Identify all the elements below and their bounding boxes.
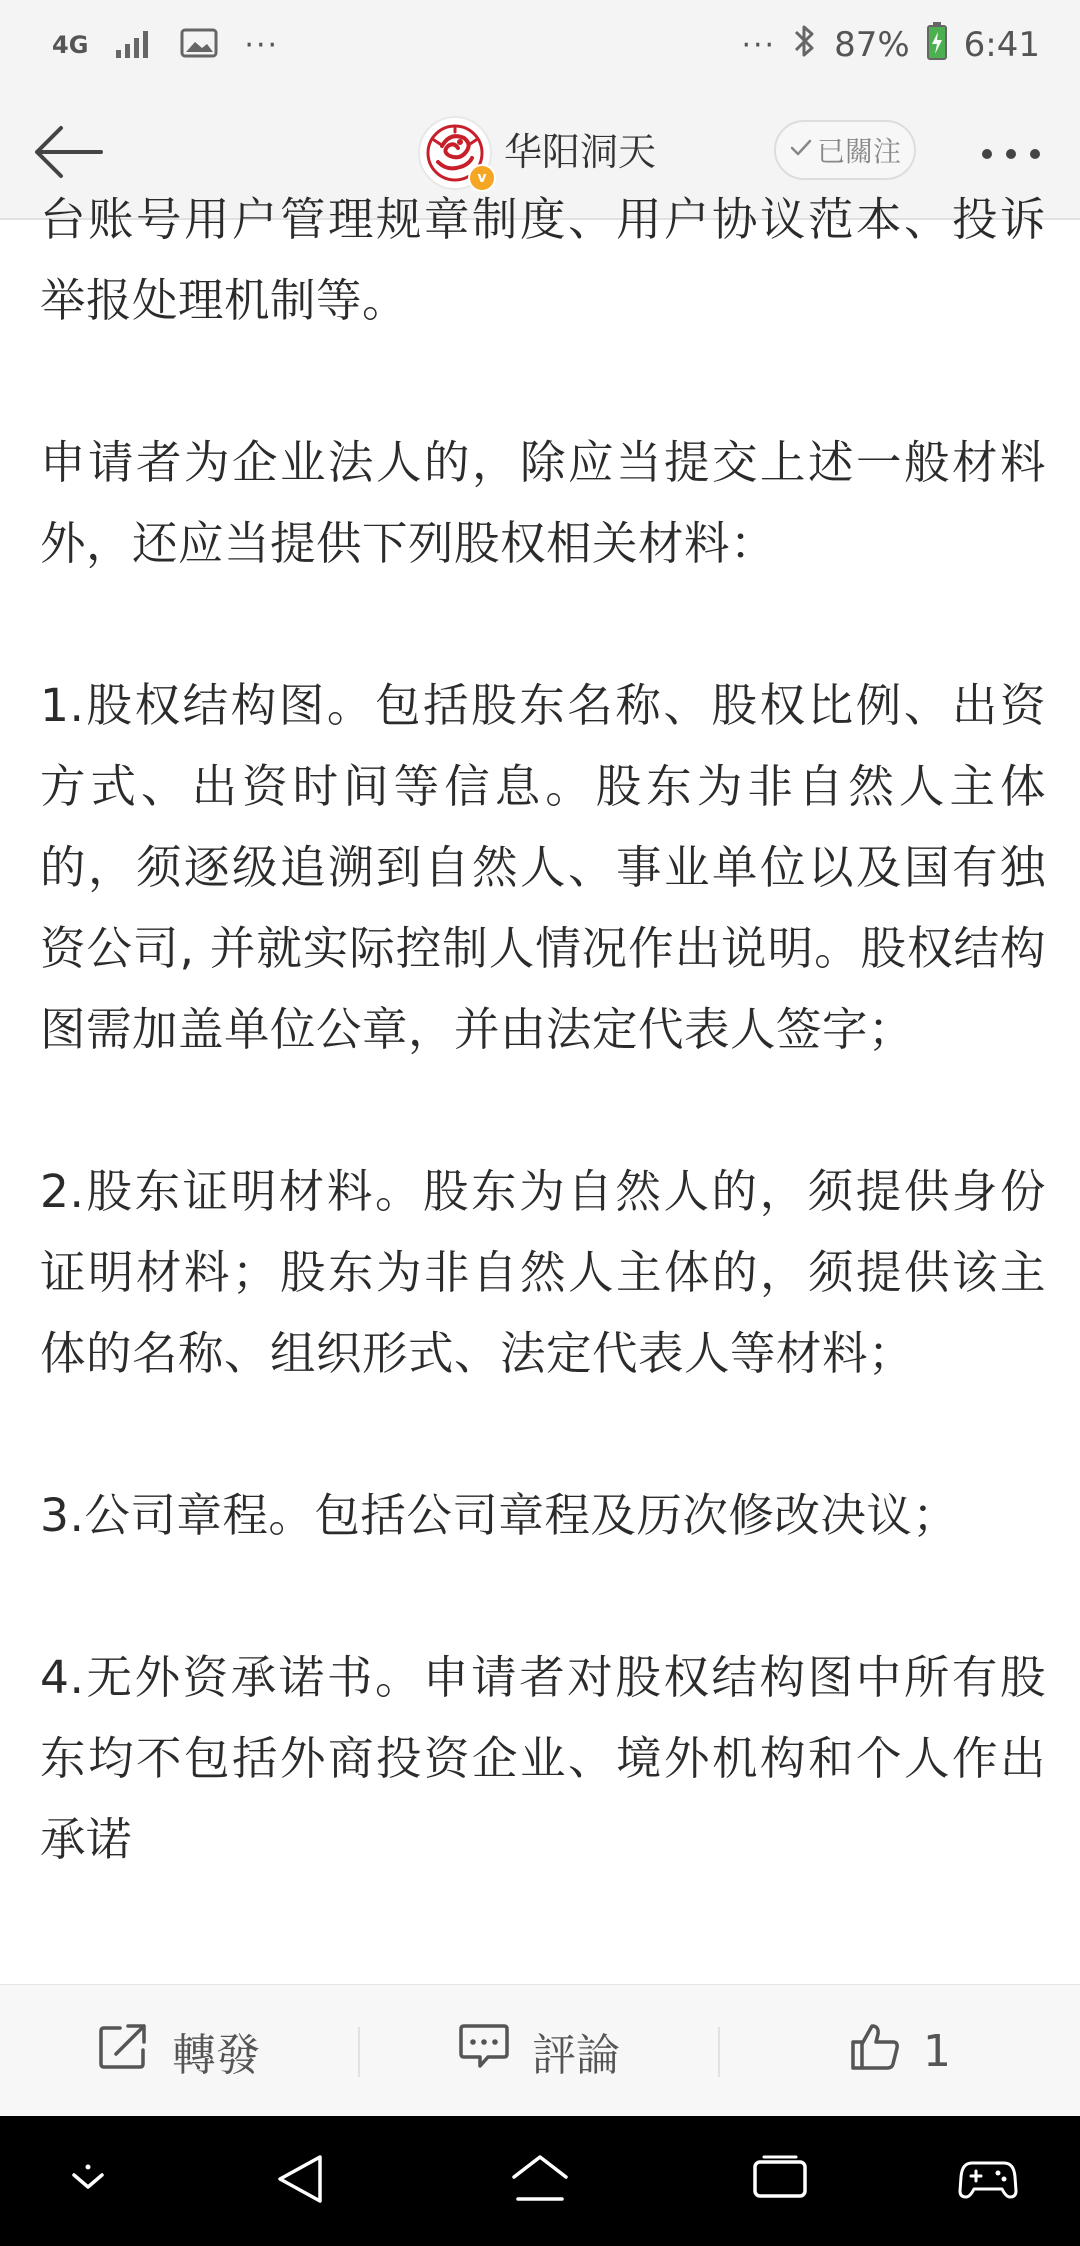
chevron-down-icon <box>66 2159 110 2203</box>
back-arrow-icon <box>31 122 105 186</box>
account-name[interactable]: 华阳洞天 <box>504 130 657 174</box>
like-button[interactable] <box>720 1985 1080 2117</box>
repost-label: 轉發 <box>172 2030 260 2081</box>
action-bar <box>0 1984 1080 2116</box>
more-dot <box>1006 149 1016 159</box>
article-paragraph: 申请者为企业法人的，除应当提交上述一般材料外，还应当提供下列股权相关材料： <box>40 436 1046 570</box>
article-content <box>40 179 1046 1961</box>
status-left <box>52 20 279 70</box>
clock: 6:41 <box>963 25 1040 65</box>
network-label: 4G <box>52 31 89 59</box>
game-tools-button[interactable] <box>948 2146 1028 2216</box>
comment-label: 評論 <box>532 2030 620 2081</box>
recents-icon <box>750 2154 810 2208</box>
like-count: 1 <box>923 2025 951 2077</box>
article-paragraph: 3.公司章程。包括公司章程及历次修改决议； <box>40 1489 959 1542</box>
triangle-back-icon <box>272 2151 328 2211</box>
more-dot <box>1030 149 1040 159</box>
article-paragraph: 2.股东证明材料。股东为自然人的，须提供身份证明材料；股东为非自然人主体的，须提供该主体的名称、组织形式、法定代表人等材料； <box>40 1165 1046 1380</box>
system-nav-bar <box>0 2116 1080 2246</box>
gamepad-icon <box>958 2157 1018 2205</box>
nav-back-button[interactable] <box>260 2146 340 2216</box>
status-bar <box>0 0 1080 90</box>
home-icon <box>508 2151 572 2211</box>
nav-recents-button[interactable] <box>740 2146 820 2216</box>
more-dots-icon <box>982 149 992 159</box>
comment-button[interactable] <box>360 1985 718 2117</box>
article-paragraph: 4.无外资承诺书。申请者对股权结构图中所有股东均不包括外商投资企业、境外机构和个人作出承诺 <box>40 1651 1046 1866</box>
follow-label: 已關注 <box>816 135 901 168</box>
more-button[interactable] <box>966 126 1056 182</box>
share-icon <box>98 2022 150 2081</box>
battery-charging-icon <box>926 21 948 70</box>
verified-badge-icon: v <box>468 164 496 192</box>
hide-nav-button[interactable] <box>48 2146 128 2216</box>
gallery-icon <box>180 27 218 63</box>
article-paragraph: 1.股权结构图。包括股东名称、股权比例、出资方式、出资时间等信息。股东为非自然人主体的，须逐级追溯到自然人、事业单位以及国有独资公司, 并就实际控制人情况作出说明。股权结构图需加盖单位公章，并由法定代表人签字； <box>40 679 1046 1056</box>
follow-button[interactable] <box>774 120 916 180</box>
status-overflow-left: ··· <box>244 27 280 63</box>
thumbs-up-icon <box>849 2020 901 2083</box>
nav-home-button[interactable] <box>500 2146 580 2216</box>
article-body[interactable] <box>0 193 1080 1980</box>
status-right <box>741 20 1040 70</box>
bluetooth-icon <box>792 22 818 69</box>
battery-percent: 87% <box>834 25 910 65</box>
article-paragraph: 台账号用户管理规章制度、用户协议范本、投诉举报处理机制等。 <box>40 193 1046 327</box>
comment-icon <box>458 2022 510 2081</box>
signal-icon <box>114 26 154 64</box>
repost-button[interactable] <box>0 1985 358 2117</box>
check-icon <box>789 134 813 167</box>
status-overflow-right: ··· <box>741 27 777 63</box>
